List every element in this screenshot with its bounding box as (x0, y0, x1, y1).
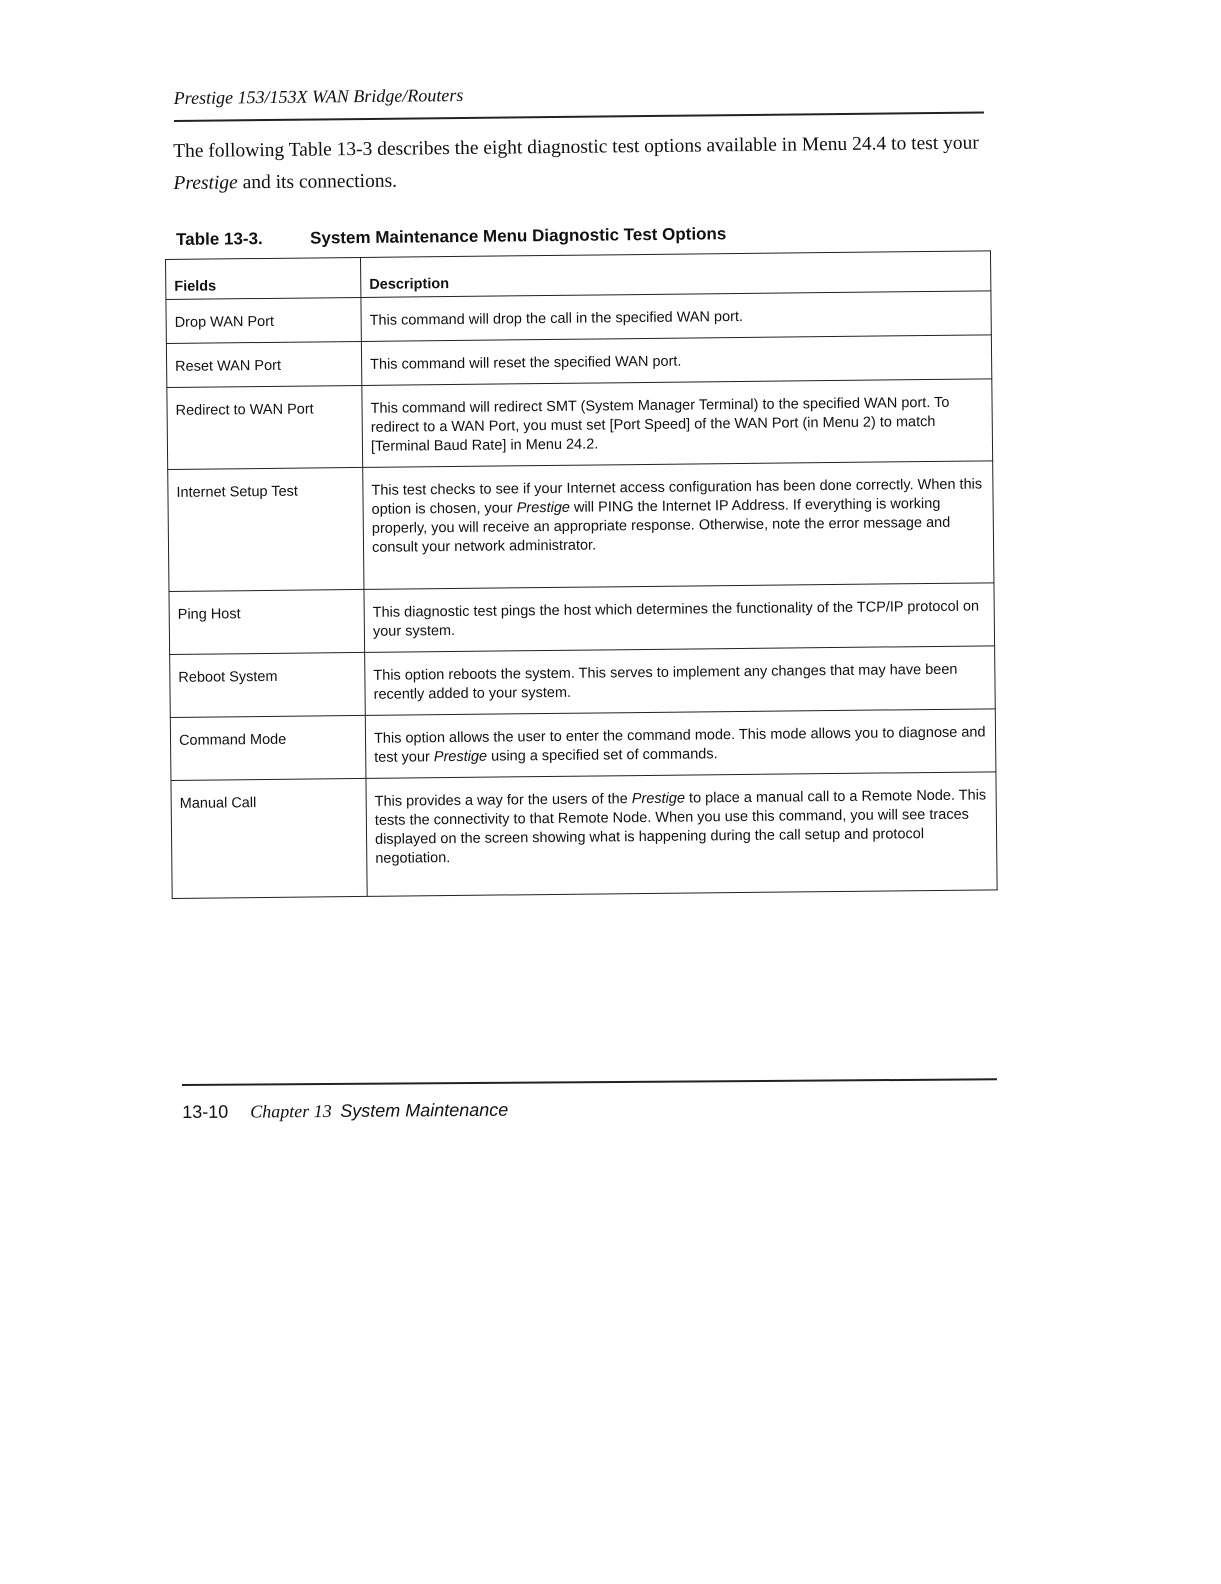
description-cell (364, 583, 995, 653)
table-caption-number: Table 13-3. (176, 229, 263, 249)
footer-chapter: Chapter 13 (250, 1100, 332, 1122)
intro-text-start: The following Table 13-3 describes the eight diagnostic test options available in Menu 24.4 to test your (173, 132, 979, 162)
description-text: This provides a way for the users of the (374, 791, 632, 810)
table-row (168, 461, 994, 592)
table-row (169, 583, 995, 655)
table-body (166, 291, 997, 899)
table-row (167, 379, 993, 470)
table-row (170, 646, 996, 718)
table-row (170, 709, 996, 781)
diagnostic-options-table (165, 250, 998, 899)
description-emphasis: Prestige (516, 499, 571, 517)
table-caption (176, 223, 876, 250)
running-header (174, 78, 984, 122)
field-cell: Reset WAN Port (166, 341, 361, 387)
description-emphasis: Prestige (631, 790, 686, 808)
description-cell (361, 291, 991, 342)
description-cell (362, 379, 993, 468)
description-cell (366, 772, 997, 897)
table-row (171, 772, 997, 899)
field-cell: Internet Setup Test (168, 467, 364, 591)
description-emphasis: Prestige (433, 748, 488, 766)
field-cell: Drop WAN Port (166, 297, 361, 343)
description-cell (363, 461, 994, 590)
description-text: This test checks to see if your Internet access configuration has been done correctly. When this option is chosen, your (371, 476, 983, 518)
field-cell: Manual Call (171, 778, 367, 898)
field-cell: Redirect to WAN Port (167, 385, 363, 469)
field-cell: Ping Host (169, 589, 365, 654)
header-description: Description (360, 251, 990, 298)
description-text: This diagnostic test pings the host which determines the functionality of the TCP/IP protocol on your system. (372, 598, 980, 640)
description-text: This command will drop the call in the specified WAN port. (369, 308, 744, 329)
description-text-continued: to place a manual call to a Remote Node. This tests the connectivity to that Remote Node. When you use this command, you will see traces displayed on the screen showing what is happening during the call setup and protocol negotiation. (374, 787, 987, 867)
description-text-continued: will PING the Internet IP Address. If everything is working properly, you will receive an appropriate response. Otherwise, note the error message and consult your network administrator. (371, 495, 951, 556)
description-cell (365, 709, 996, 779)
description-text: This command will redirect SMT (System Manager Terminal) to the specified WAN port. To redirect to a WAN Port, you must set [Port Speed] of the WAN Port (in Menu 2) to match [Terminal Baud Rate] in Menu 24.2. (370, 394, 950, 455)
description-cell (361, 335, 991, 386)
running-header-title: Prestige 153/153X WAN Bridge/Routers (173, 84, 464, 109)
description-text: This option allows the user to enter the command mode. This mode allows you to diagnose and test your (373, 724, 986, 766)
diagnostic-options-table-wrapper (165, 250, 998, 899)
field-cell: Command Mode (170, 715, 366, 780)
description-text: This option reboots the system. This serves to implement any changes that may have been recently added to your system. (373, 661, 958, 703)
description-text: This command will reset the specified WAN port. (370, 353, 682, 373)
header-fields: Fields (166, 257, 361, 299)
field-cell: Reboot System (170, 652, 366, 717)
description-text-continued: using a specified set of commands. (486, 746, 718, 765)
description-cell (365, 646, 996, 716)
intro-text-emphasis: Prestige (173, 172, 238, 194)
intro-paragraph (173, 127, 994, 200)
running-footer (182, 1078, 997, 1126)
table-caption-title: System Maintenance Menu Diagnostic Test Options (309, 224, 727, 248)
footer-chapter-title: System Maintenance (340, 1099, 509, 1121)
footer-page-number: 13-10 (182, 1101, 229, 1122)
intro-text-end: and its connections. (237, 170, 398, 194)
